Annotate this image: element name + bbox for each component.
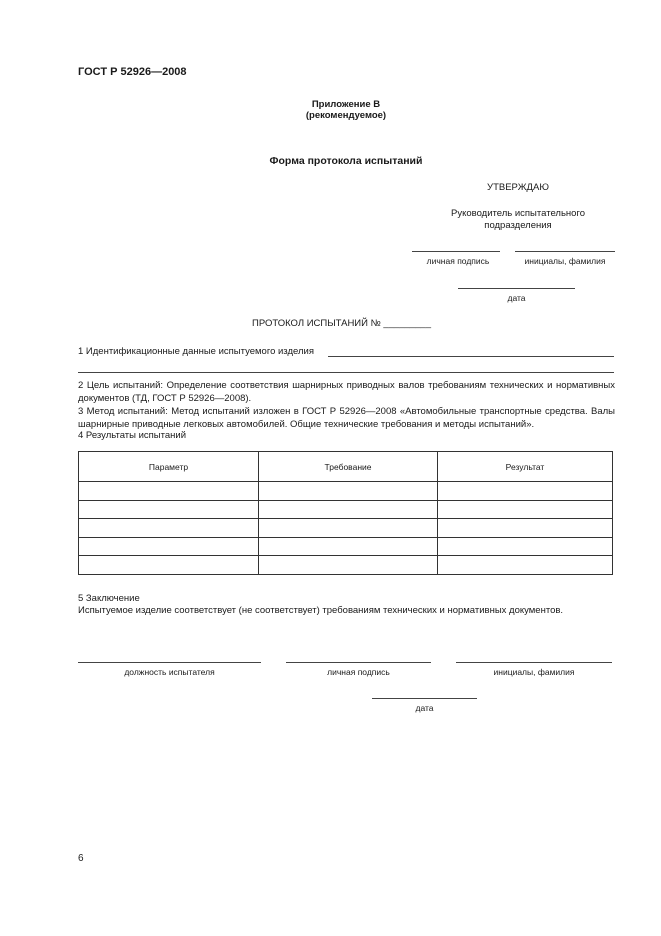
tester-position-caption: должность испытателя — [124, 667, 215, 677]
approver-signature-line[interactable] — [412, 251, 500, 252]
approval-date-caption: дата — [507, 293, 526, 303]
section-1-label: 1 Идентификационные данные испытуемого изделия — [78, 346, 314, 357]
results-table — [78, 451, 613, 575]
table-cell[interactable] — [79, 537, 259, 556]
approver-signature-caption: личная подпись — [426, 256, 490, 266]
product-id-line-2[interactable] — [78, 372, 614, 373]
table-cell[interactable] — [79, 556, 259, 575]
table-cell[interactable] — [438, 500, 613, 519]
table-cell[interactable] — [79, 500, 259, 519]
table-row — [79, 519, 613, 538]
column-header-result: Результат — [438, 452, 613, 482]
appendix-title: Приложение В — [311, 99, 381, 110]
section-4-results-label: 4 Результаты испытаний — [78, 430, 187, 441]
approver-position-line1: Руководитель испытательного — [451, 208, 585, 219]
tester-position-line[interactable] — [78, 662, 261, 663]
table-cell[interactable] — [79, 482, 259, 501]
approver-initials-caption: инициалы, фамилия — [524, 256, 606, 266]
table-cell[interactable] — [259, 537, 438, 556]
approver-position-line2: подразделения — [484, 220, 552, 231]
table-cell[interactable] — [438, 482, 613, 501]
table-cell[interactable] — [438, 556, 613, 575]
table-row — [79, 537, 613, 556]
section-3-method: 3 Метод испытаний: Метод испытаний изложен в ГОСТ Р 52926—2008 «Автомобильные транспортные средства. Валы шарнирные приводные легковых автомобилей. Общие технические требования и методы испытаний». — [78, 406, 615, 430]
results-table-header — [79, 452, 613, 482]
approve-label: УТВЕРЖДАЮ — [487, 182, 549, 193]
protocol-title: ПРОТОКОЛ ИСПЫТАНИЙ № _________ — [252, 318, 431, 329]
form-title: Форма протокола испытаний — [269, 155, 423, 167]
table-cell[interactable] — [438, 519, 613, 538]
table-cell[interactable] — [259, 556, 438, 575]
section-2-purpose: 2 Цель испытаний: Определение соответствия шарнирных приводных валов требованиям технических и нормативных документов (ТД, ГОСТ Р 52926—2008). — [78, 380, 615, 404]
table-cell[interactable] — [259, 500, 438, 519]
tester-date-caption: дата — [415, 703, 434, 713]
standard-header: ГОСТ Р 52926—2008 — [78, 66, 187, 78]
section-5-conclusion-title: 5 Заключение — [78, 593, 140, 604]
column-header-parameter: Параметр — [79, 452, 259, 482]
table-cell[interactable] — [79, 519, 259, 538]
appendix-subtitle: (рекомендуемое) — [305, 110, 387, 121]
tester-initials-caption: инициалы, фамилия — [493, 667, 575, 677]
tester-initials-line[interactable] — [456, 662, 612, 663]
table-cell[interactable] — [259, 519, 438, 538]
table-row — [79, 556, 613, 575]
page-number: 6 — [78, 853, 84, 864]
table-cell[interactable] — [259, 482, 438, 501]
table-cell[interactable] — [438, 537, 613, 556]
approver-initials-line[interactable] — [515, 251, 615, 252]
section-5-conclusion-text: Испытуемое изделие соответствует (не соответствует) требованиям технических и нормативных документов. — [78, 605, 564, 616]
product-id-line-1[interactable] — [328, 356, 614, 357]
table-row — [79, 500, 613, 519]
table-row — [79, 482, 613, 501]
approval-date-line[interactable] — [458, 288, 575, 289]
tester-signature-caption: личная подпись — [327, 667, 390, 677]
tester-date-line[interactable] — [372, 698, 477, 699]
tester-signature-line[interactable] — [286, 662, 431, 663]
column-header-requirement: Требование — [259, 452, 438, 482]
